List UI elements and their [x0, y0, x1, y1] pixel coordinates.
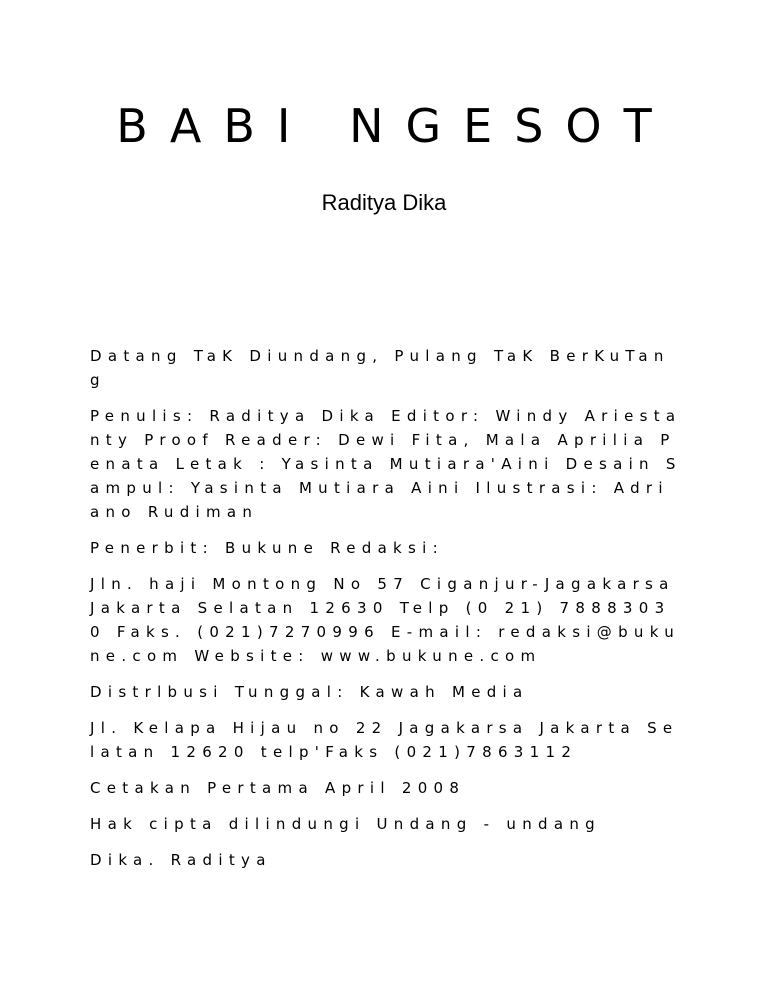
book-title: BABI NGESOT — [116, 99, 674, 153]
distributor-paragraph: Distrlbusi Tunggal: Kawah Media — [90, 683, 529, 701]
edition-paragraph: Cetakan Pertama April 2008 — [90, 779, 466, 797]
book-author: Raditya Dika — [321, 190, 447, 215]
tagline: Datang TaK Diundang, Pulang TaK BerKuTang — [90, 347, 670, 389]
publisher-paragraph: Penerbit: Bukune Redaksi: — [90, 539, 444, 557]
colophon-body — [90, 344, 682, 884]
catalog-author-paragraph: Dika. Raditya — [90, 851, 272, 869]
publisher-address-paragraph: Jln. haji Montong No 57 Ciganjur-Jagakarsa Jakarta Selatan 12630 Telp (0 21) 78883030 Faks. (021)7270996 E-mail: redaksi@bukune.com Website: www.bukune.com — [90, 575, 681, 665]
credits-paragraph: Penulis: Raditya Dika Editor: Windy Ariestanty Proof Reader: Dewi Fita, Mala Aprilia Penata Letak : Yasinta Mutiara'Aini Desain Sampul: Yasinta Mutiara Aini Ilustrasi: Adriano Rudiman — [90, 407, 682, 521]
distributor-address-paragraph: Jl. Kelapa Hijau no 22 Jagakarsa Jakarta Selatan 12620 telp'Faks (021)7863112 — [90, 719, 679, 761]
copyright-paragraph: Hak cipta dilindungi Undang - undang — [90, 815, 601, 833]
